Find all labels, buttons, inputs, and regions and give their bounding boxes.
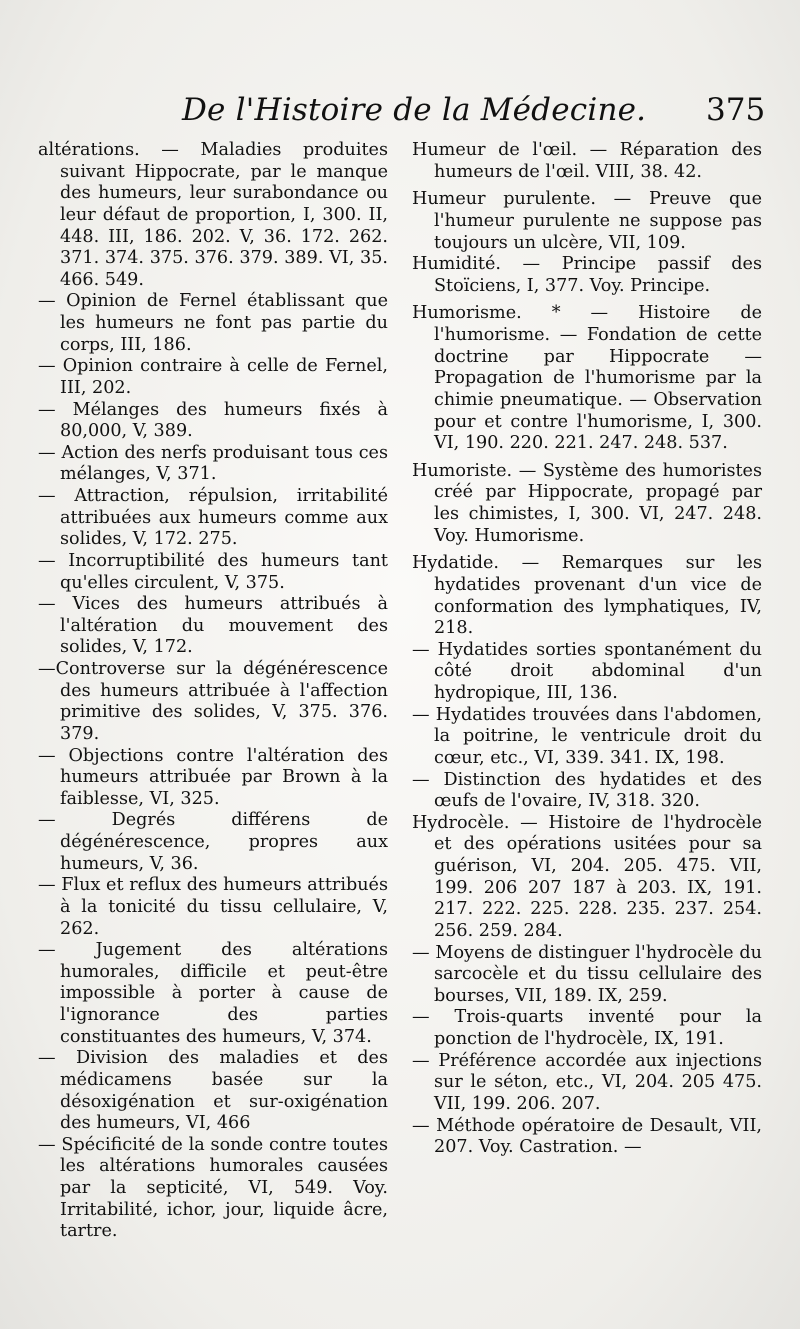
running-title: De l'Histoire de la Médecine. [182, 92, 647, 128]
index-entry: — Distinction des hydatides et des œufs de l'ovaire, IV, 318. 320. [412, 769, 762, 812]
index-column-left [38, 140, 388, 1243]
index-entry: Humeur de l'œil. — Réparation des humeurs de l'œil. VIII, 38. 42. [412, 140, 762, 182]
index-entry: — Flux et reflux des humeurs attribués à la tonicité du tissu cellulaire, V, 262. [38, 875, 388, 939]
index-entry: Humoriste. — Système des humoristes créé par Hippocrate, propagé par les chimistes, I, 300. VI, 247. 248. Voy. Humorisme. [412, 460, 762, 546]
index-entry: — Spécificité de la sonde contre toutes les altérations humorales causées par la septicité, VI, 549. Voy. Irritabilité, ichor, jour, liquide âcre, tartre. [38, 1134, 388, 1242]
index-entry: — Attraction, répulsion, irritabilité attribuées aux humeurs comme aux solides, V, 172. 275. [38, 486, 388, 550]
index-entry: — Préférence accordée aux injections sur le séton, etc., VI, 204. 205 475. VII, 199. 206. 207. [412, 1050, 762, 1114]
index-entry: — Méthode opératoire de Desault, VII, 207. Voy. Castration. — [412, 1115, 762, 1158]
index-entry: — Mélanges des humeurs fixés à 80,000, V, 389. [38, 399, 388, 442]
index-entry: Humidité. — Principe passif des Stoïciens, I, 377. Voy. Principe. [412, 254, 762, 296]
index-entry: — Action des nerfs produisant tous ces mélanges, V, 371. [38, 442, 388, 485]
index-entry: — Objections contre l'altération des humeurs attribuée par Brown à la faiblesse, VI, 325. [38, 745, 388, 809]
index-entry: — Jugement des altérations humorales, difficile et peut-être impossible à porter à cause de l'ignorance des parties constituantes des humeurs, V, 374. [38, 940, 388, 1047]
index-entry: — Hydatides trouvées dans l'abdomen, la poitrine, le ventricule droit du cœur, etc., VI, 339. 341. IX, 198. [412, 704, 762, 768]
index-entry: Hydrocèle. — Histoire de l'hydrocèle et des opérations usitées pour sa guérison, VI, 204. 205. 475. VII, 199. 206 207 187 à 203. IX, 191. 217. 222. 225. 228. 235. 237. 254. 256. 259. 284. [412, 812, 762, 941]
index-column-right [412, 140, 762, 1159]
index-entry: — Moyens de distinguer l'hydrocèle du sarcocèle et du tissu cellulaire des bourses, VII, 189. IX, 259. [412, 942, 762, 1006]
index-entry: — Incorruptibilité des humeurs tant qu'elles circulent, V, 375. [38, 550, 388, 593]
index-entry: Humorisme. * — Histoire de l'humorisme. — Fondation de cette doctrine par Hippocrate — Propagation de l'humorisme par la chimie pneumatique. — Observation pour et contre l'humorisme, I, 300. VI, 190. 220. 221. 247. 248. 537. [412, 303, 762, 454]
index-entry: — Opinion de Fernel établissant que les humeurs ne font pas partie du corps, III, 186. [38, 291, 388, 355]
index-entry: — Degrés différens de dégénérescence, propres aux humeurs, V, 36. [38, 810, 388, 874]
index-entry: altérations. — Maladies produites suivant Hippocrate, par le manque des humeurs, leur surabondance ou leur défaut de proportion, I, 300. II, 448. III, 186. 202. V, 36. 172. 262. 371. 374. 375. 376. 379. 389. VI, 35. 466. 549. [38, 140, 388, 290]
index-entry: —Controverse sur la dégénérescence des humeurs attribuée à l'affection primitive des solides, V, 375. 376. 379. [38, 659, 388, 744]
index-entry: Humeur purulente. — Preuve que l'humeur purulente ne suppose pas toujours un ulcère, VII, 109. [412, 189, 762, 253]
page-header [0, 92, 800, 136]
index-entry: — Opinion contraire à celle de Fernel, III, 202. [38, 356, 388, 398]
index-entry: — Trois-quarts inventé pour la ponction de l'hydrocèle, IX, 191. [412, 1007, 762, 1049]
index-entry: — Vices des humeurs attribués à l'altération du mouvement des solides, V, 172. [38, 594, 388, 658]
page-number: 375 [706, 92, 766, 128]
index-entry: — Hydatides sorties spontanément du côté droit abdominal d'un hydropique, III, 136. [412, 639, 762, 703]
index-entry: — Division des maladies et des médicamens basée sur la désoxigénation et sur-oxigénation des humeurs, VI, 466 [38, 1048, 388, 1134]
index-entry: Hydatide. — Remarques sur les hydatides provenant d'un vice de conformation des lymphatiques, IV, 218. [412, 553, 762, 639]
